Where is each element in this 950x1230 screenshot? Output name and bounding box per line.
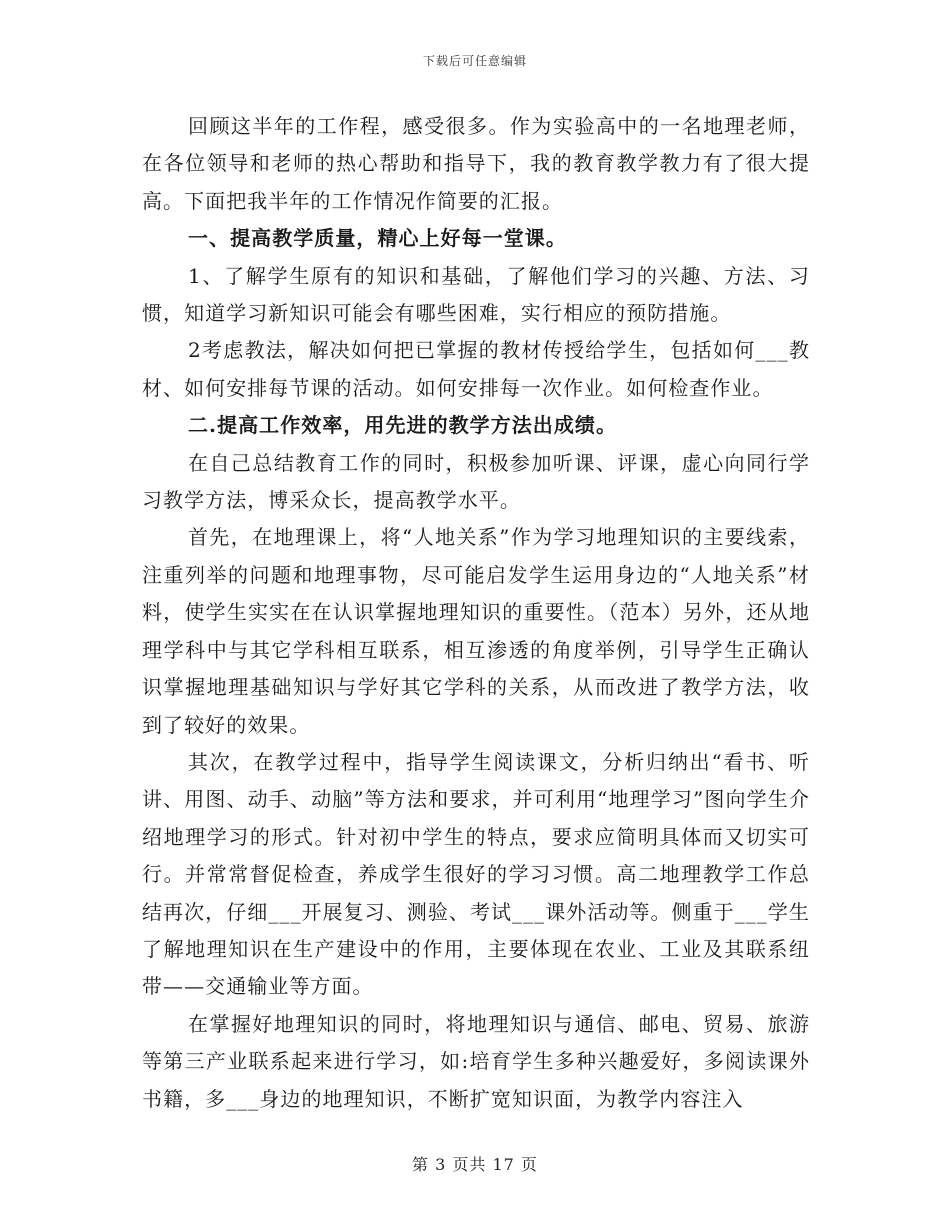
- section-heading-1: 一、提高教学质量，精心上好每一堂课。: [188, 226, 567, 251]
- page-number: 第 3 页共 17 页: [412, 1155, 538, 1174]
- section-heading-2: 二.提高工作效率，用先进的教学方法出成绩。: [188, 413, 618, 438]
- peer-learning-paragraph: 在自己总结教育工作的同时，积极参加听课、评课，虚心向同行学习教学方法，博采众长，提高教学水平。: [142, 450, 810, 513]
- document-body: [142, 108, 810, 1118]
- first-method-paragraph: 首先，在地理课上，将“人地关系”作为学习地理知识的主要线索，注重列举的问题和地理事物，尽可能启发学生运用身边的“人地关系”材料，使学生实实在在认识掌握地理知识的重要性。（范本）另外，还从地理学科中与其它学科相互联系，相互渗透的角度举例，引导学生正确认识掌握地理基础知识与学好其它学科的关系，从而改进了教学方法，收到了较好的效果。: [142, 525, 810, 737]
- second-method-paragraph: 其次，在教学过程中，指导学生阅读课文，分析归纳出“看书、听讲、用图、动手、动脑”等方法和要求，并可利用“地理学习”图向学生介绍地理学习的形式。针对初中学生的特点，要求应简明具体而又切实可行。并常常督促检查，养成学生很好的学习习惯。高二地理教学工作总结再次，仔细___开展复习、测验、考试___课外活动等。侧重于___学生了解地理知识在生产建设中的作用，主要体现在农业、工业及其联系纽带——交通输业等方面。: [142, 749, 810, 999]
- intro-paragraph: 回顾这半年的工作程，感受很多。作为实验高中的一名地理老师，在各位领导和老师的热心帮助和指导下，我的教育教学教力有了很大提高。下面把我半年的工作情况作简要的汇报。: [142, 114, 810, 213]
- point-2-paragraph: 2考虑教法，解决如何把已掌握的教材传授给学生，包括如何___教材、如何安排每节课的活动。如何安排每一次作业。如何检查作业。: [142, 338, 810, 400]
- page-header: 下载后可任意编辑: [422, 54, 527, 68]
- knowledge-extension-paragraph: 在掌握好地理知识的同时，将地理知识与通信、邮电、贸易、旅游等第三产业联系起来进行学习，如:培育学生多种兴趣爱好，多阅读课外书籍，多___身边的地理知识，不断扩宽知识面，为教学内容注入: [142, 1011, 810, 1111]
- point-1-paragraph: 1、了解学生原有的知识和基础，了解他们学习的兴趣、方法、习惯，知道学习新知识可能会有哪些困难，实行相应的预防措施。: [142, 263, 810, 326]
